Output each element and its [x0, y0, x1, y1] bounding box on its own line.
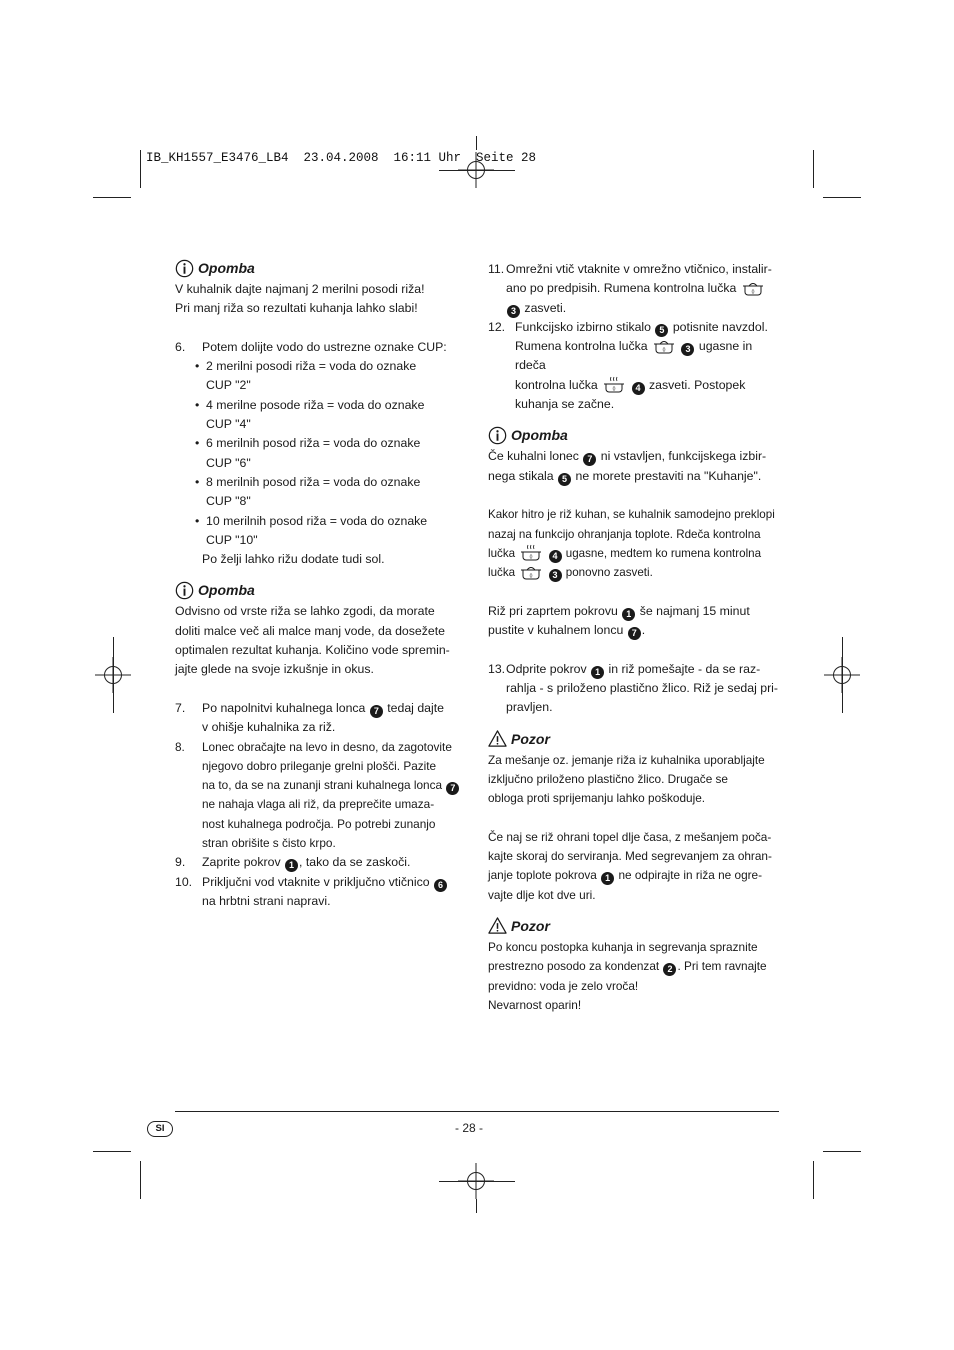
crop-mark: [439, 170, 515, 171]
crop-mark: [140, 150, 141, 188]
print-slug: IB_KH1557_E3476_LB4 23.04.2008 16:11 Uhr Seite 28: [146, 151, 537, 165]
list-item: • 6 merilnih posod riža = voda do oznake CUP "6": [195, 436, 421, 470]
part-number-badge: 6: [434, 879, 447, 892]
step-text: Priključni vod vtaknite v priključno vtičnico 6 na hrbtni strani napravi.: [202, 873, 467, 912]
crop-mark: [476, 1199, 477, 1213]
part-number-badge: 7: [583, 453, 596, 466]
language-badge: SI: [147, 1121, 173, 1137]
step-number: 8.: [175, 739, 185, 754]
red-lamp-steaming-pot-icon: [520, 544, 542, 561]
part-number-badge: 5: [558, 473, 571, 486]
part-number-badge: 1: [285, 859, 298, 872]
caution-heading: [488, 914, 780, 938]
crop-mark: [476, 136, 477, 150]
step-text: Potem dolijte vodo do ustrezne oznake CUP:: [202, 339, 447, 354]
step-text: Odprite pokrov 1 in riž pomešajte - da se raz- rahlja - s priloženo plastično žlico. Riž je sedaj pri- pravljen.: [506, 661, 779, 715]
crop-mark: [93, 197, 131, 198]
step-6: [175, 338, 467, 357]
svg-text:0: 0: [529, 573, 533, 580]
paragraph: Riž pri zaprtem pokrovu 1 še najmanj 15 minut pustite v kuhalnem loncu 7 .: [488, 603, 750, 639]
caution-heading: [488, 727, 780, 751]
page-number: - 28 -: [455, 1121, 484, 1135]
warning-icon: [488, 729, 507, 748]
part-number-badge: 7: [370, 705, 383, 718]
list-item: • 10 merilnih posod riža = voda do oznake CUP "10": [195, 513, 428, 547]
crop-mark: [823, 197, 861, 198]
note-title: Opomba: [511, 427, 568, 444]
svg-text:0: 0: [612, 386, 616, 393]
list-item: • 8 merilnih posod riža = voda do oznake CUP "8": [195, 474, 421, 509]
part-number-badge: 3: [681, 343, 694, 356]
crop-mark: [842, 637, 843, 713]
left-column: [175, 256, 467, 911]
svg-text:0: 0: [529, 554, 533, 561]
step-text: Lonec obračajte na levo in desno, da zagotovite njegovo dobro prileganje grelni plošči. Pazite na to, da se na zunanji strani kuhalnega lonca 7 ne nahaja vlaga ali riž, da preprečite umaza- nost kuhalnega področja. Po potrebi zunanjo stran obrišite s čisto krpo.: [202, 738, 467, 854]
note-text: doliti malce več ali malce manj vode, da dosežete: [175, 623, 445, 638]
step-number: 12.: [488, 319, 506, 334]
step-13: [488, 660, 780, 718]
part-number-badge: 3: [507, 305, 520, 318]
svg-text:0: 0: [751, 289, 755, 296]
crop-mark: [93, 1151, 131, 1152]
red-lamp-steaming-pot-icon: [603, 376, 625, 393]
note-text: Pri manj riža so rezultati kuhanja lahko slabi!: [175, 301, 418, 316]
crop-mark: [439, 1181, 515, 1182]
right-column: [488, 256, 780, 1015]
info-icon: [175, 259, 194, 278]
step-8: [175, 738, 467, 854]
info-icon: [488, 426, 507, 445]
part-number-badge: 7: [628, 627, 641, 640]
info-icon: [175, 581, 194, 600]
step-11: [488, 260, 780, 318]
note-title: Opomba: [198, 582, 255, 599]
yellow-lamp-pot-icon: [742, 279, 764, 296]
part-number-badge: 1: [591, 666, 604, 679]
crop-mark: [140, 1161, 141, 1199]
part-number-badge: 1: [622, 608, 635, 621]
svg-text:0: 0: [662, 347, 666, 354]
step-number: 13.: [488, 661, 506, 676]
part-number-badge: 4: [632, 382, 645, 395]
part-number-badge: 4: [549, 550, 562, 563]
list-item: • 2 merilni posodi riža = voda do oznake CUP "2": [195, 359, 417, 393]
part-number-badge: 1: [601, 872, 614, 885]
step-text: Zaprite pokrov 1 , tako da se zaskoči.: [202, 855, 411, 871]
note-text: V kuhalnik dajte najmanj 2 merilni posodi riža!: [175, 282, 425, 296]
crop-mark: [113, 637, 114, 713]
step-10: [175, 873, 467, 912]
step-number: 10.: [175, 874, 193, 889]
note-text: optimalen rezultat kuhanja. Količino vode spremin-: [175, 643, 450, 658]
part-number-badge: 2: [663, 963, 676, 976]
part-number-badge: 5: [655, 324, 668, 337]
step-number: 9.: [175, 855, 186, 870]
step-12: [488, 318, 780, 414]
note-text: jajte glede na svoje izkušnje in okus.: [175, 662, 374, 677]
warning-icon: [488, 916, 507, 935]
note-heading: [488, 423, 780, 447]
yellow-lamp-pot-icon: [653, 337, 675, 354]
note-text: Odvisno od vrste riža se lahko zgodi, da morate: [175, 604, 435, 619]
footer-rule: [175, 1111, 779, 1112]
crop-mark: [813, 1161, 814, 1199]
part-number-badge: 3: [549, 569, 562, 582]
yellow-lamp-pot-icon: [520, 563, 542, 580]
caution-title: Pozor: [511, 730, 550, 747]
step-text: Omrežni vtič vtaknite v omrežno vtičnico, instalir- ano po predpisih. Rumena kontrolna lučka 0 3 zasveti.: [506, 262, 772, 316]
step-9: [175, 853, 467, 872]
list-item: • 4 merilne posode riža = voda do oznake CUP "4": [195, 397, 425, 432]
step-text: Po želji lahko rižu dodate tudi sol.: [202, 552, 385, 567]
note-heading: [175, 256, 467, 280]
crop-mark: [813, 150, 814, 188]
paragraph: Kakor hitro je riž kuhan, se kuhalnik samodejno preklopi nazaj na funkcijo ohranjanja toplote. Rdeča kontrolna lučka 0 4 ugasne, medtem ko rumena kontrolna lučka 0 3 ponovno zasveti.: [488, 508, 775, 581]
step-text: Funkcijsko izbirno stikalo 5 potisnite navzdol. Rumena kontrolna lučka 0 3 ugasne in rdeča kontrolna lučka 0 4 zasveti. Postopek kuhanja se začne.: [515, 319, 768, 412]
note-heading: [175, 578, 467, 602]
step-7: [175, 699, 467, 738]
step-number: 6.: [175, 339, 186, 354]
caution-title: Pozor: [511, 917, 550, 934]
step-number: 11.: [488, 262, 505, 276]
note-text: Če kuhalni lonec 7 ni vstavljen, funkcijskega izbir-: [488, 449, 767, 465]
note-text: nega stikala 5 ne morete prestaviti na "Kuhanje".: [488, 468, 762, 484]
caution-text: Za mešanje oz. jemanje riža iz kuhalnika uporabljajte izključno priloženo plastično žlico. Drugače se obloga proti sprijemanju lahko poškoduje. Če naj se riž ohrani topel dlje časa, z mešanjem poča- kajte skoraj do serviranja. Med segrevanjem za ohran- janje toplote pokrova 1 ne odpirajte in riža ne ogre- vajte dlje kot dve uri.: [488, 752, 772, 902]
caution-text: Po koncu postopka kuhanja in segrevanja spraznite prestrezno posodo za kondenzat 2 . Pri tem ravnajte previdno: voda je zelo vroča! Nevarnost oparin!: [488, 939, 767, 1012]
step-number: 7.: [175, 700, 186, 715]
step-text: Po napolnitvi kuhalnega lonca 7 tedaj dajte v ohišje kuhalnika za riž.: [202, 700, 444, 735]
part-number-badge: 7: [446, 782, 459, 795]
note-title: Opomba: [198, 260, 255, 276]
crop-mark: [823, 1151, 861, 1152]
